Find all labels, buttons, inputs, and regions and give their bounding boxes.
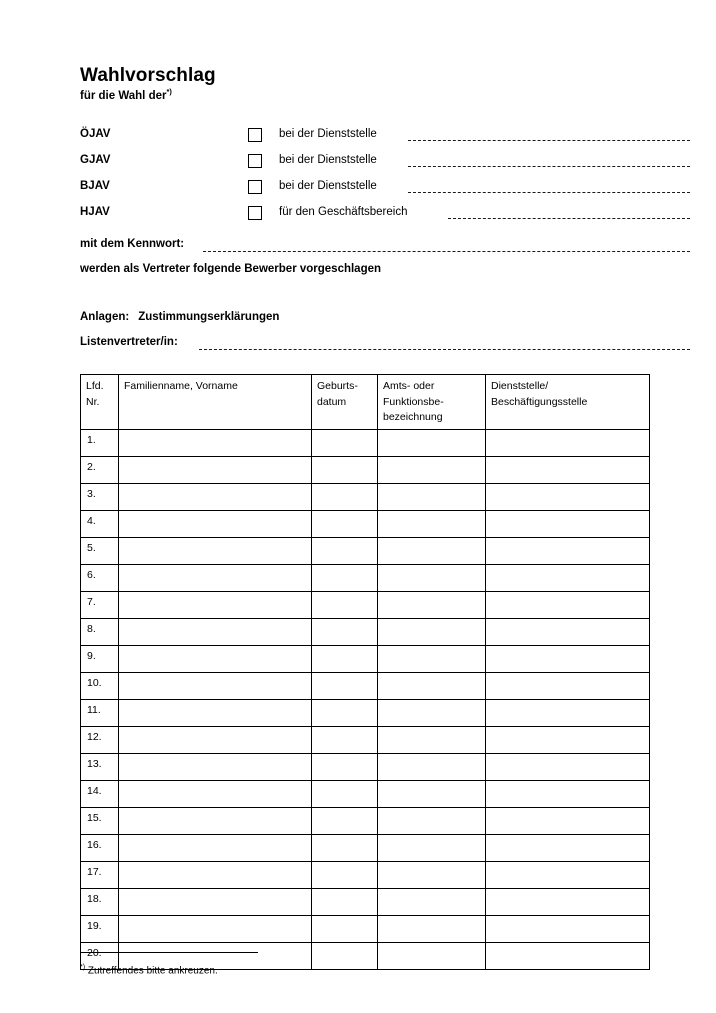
option-label: bei der Dienststelle <box>279 154 377 166</box>
kennwort-input-line[interactable] <box>203 250 690 252</box>
column-header-line: Amts- oder <box>383 380 435 392</box>
cell-name[interactable] <box>119 538 312 565</box>
column-header-line: datum <box>317 395 347 408</box>
cell-name[interactable] <box>119 862 312 889</box>
cell-dst[interactable] <box>486 673 650 700</box>
row-number-cell: 3. <box>81 484 119 511</box>
option-row-hjav <box>80 204 692 230</box>
table-row <box>81 430 650 457</box>
checkbox-hjav[interactable] <box>248 206 262 220</box>
cell-func[interactable] <box>378 808 486 835</box>
column-header-line: bezeichnung <box>383 411 443 423</box>
option-row-gjav <box>80 152 692 178</box>
cell-func[interactable] <box>378 727 486 754</box>
cell-func[interactable] <box>378 619 486 646</box>
row-number-cell: 16. <box>81 835 119 862</box>
cell-dob[interactable] <box>312 943 378 970</box>
cell-dst[interactable] <box>486 754 650 781</box>
option-code: BJAV <box>80 180 110 192</box>
row-number-cell: 13. <box>81 754 119 781</box>
cell-dob[interactable] <box>312 430 378 457</box>
table-row <box>81 862 650 889</box>
option-code: HJAV <box>80 206 110 218</box>
listenvertreter-input-line[interactable] <box>199 348 690 350</box>
cell-dst[interactable] <box>486 538 650 565</box>
subtitle-footnote-marker: *) <box>166 87 172 96</box>
cell-name[interactable] <box>119 754 312 781</box>
anlagen-label: Anlagen: <box>80 311 130 323</box>
column-header-line: Dienststelle/ <box>491 380 549 392</box>
cell-name[interactable] <box>119 430 312 457</box>
table-row <box>81 484 650 511</box>
page-content <box>80 0 692 1013</box>
cell-name[interactable] <box>119 889 312 916</box>
cell-dob[interactable] <box>312 619 378 646</box>
cell-func[interactable] <box>378 781 486 808</box>
cell-func[interactable] <box>378 592 486 619</box>
cell-dst[interactable] <box>486 565 650 592</box>
kennwort-label: mit dem Kennwort: <box>80 238 185 250</box>
cell-name[interactable] <box>119 484 312 511</box>
table-row <box>81 727 650 754</box>
cell-dob[interactable] <box>312 889 378 916</box>
listenvertreter-row <box>80 336 692 354</box>
cell-func[interactable] <box>378 565 486 592</box>
cell-dob[interactable] <box>312 565 378 592</box>
cell-name[interactable] <box>119 646 312 673</box>
table-row <box>81 619 650 646</box>
proposal-statement: werden als Vertreter folgende Bewerber vorgeschlagen <box>80 263 382 275</box>
cell-dob[interactable] <box>312 808 378 835</box>
cell-dst[interactable] <box>486 781 650 808</box>
cell-dst[interactable] <box>486 700 650 727</box>
row-number-cell: 10. <box>81 673 119 700</box>
cell-func[interactable] <box>378 835 486 862</box>
footnote-text: Zutreffendes bitte ankreuzen. <box>87 965 218 977</box>
row-number-cell: 2. <box>81 457 119 484</box>
table-row <box>81 565 650 592</box>
checkbox-bjav[interactable] <box>248 180 262 194</box>
cell-name[interactable] <box>119 619 312 646</box>
table-header-row <box>81 375 650 430</box>
cell-func[interactable] <box>378 646 486 673</box>
row-number-cell: 18. <box>81 889 119 916</box>
column-header-2 <box>312 375 378 430</box>
column-header-line: Beschäftigungsstelle <box>491 395 588 408</box>
anlagen-row <box>80 311 279 323</box>
cell-func[interactable] <box>378 754 486 781</box>
cell-dst[interactable] <box>486 916 650 943</box>
listenvertreter-label: Listenvertreter/in: <box>80 336 178 348</box>
column-header-4 <box>486 375 650 430</box>
cell-dst[interactable] <box>486 808 650 835</box>
column-header-1 <box>119 375 312 430</box>
table-row <box>81 754 650 781</box>
cell-name[interactable] <box>119 916 312 943</box>
cell-dst[interactable] <box>486 484 650 511</box>
table-row <box>81 808 650 835</box>
cell-func[interactable] <box>378 538 486 565</box>
row-number-cell: 6. <box>81 565 119 592</box>
cell-dob[interactable] <box>312 916 378 943</box>
row-number-cell: 4. <box>81 511 119 538</box>
cell-dst[interactable] <box>486 457 650 484</box>
row-number-cell: 9. <box>81 646 119 673</box>
cell-dob[interactable] <box>312 646 378 673</box>
cell-func[interactable] <box>378 700 486 727</box>
row-number-cell: 19. <box>81 916 119 943</box>
option-input-line[interactable] <box>448 217 690 219</box>
row-number-cell: 5. <box>81 538 119 565</box>
cell-dst[interactable] <box>486 889 650 916</box>
cell-dst[interactable] <box>486 727 650 754</box>
row-number-cell: 12. <box>81 727 119 754</box>
cell-func[interactable] <box>378 943 486 970</box>
option-row-bjav <box>80 178 692 204</box>
table-body <box>81 430 650 970</box>
table-row <box>81 916 650 943</box>
column-header-line: Geburts- <box>317 380 358 392</box>
cell-dob[interactable] <box>312 457 378 484</box>
table-header <box>81 375 650 430</box>
cell-func[interactable] <box>378 916 486 943</box>
column-header-0 <box>81 375 119 430</box>
row-number-cell: 11. <box>81 700 119 727</box>
cell-func[interactable] <box>378 862 486 889</box>
checkbox-öjav[interactable] <box>248 128 262 142</box>
option-input-line[interactable] <box>408 165 690 167</box>
cell-dst[interactable] <box>486 592 650 619</box>
anlagen-value: Zustimmungserklärungen <box>138 311 280 323</box>
row-number-cell: 7. <box>81 592 119 619</box>
column-header-3 <box>378 375 486 430</box>
cell-dob[interactable] <box>312 592 378 619</box>
subtitle-text: für die Wahl der <box>80 89 167 102</box>
footnote <box>80 964 218 976</box>
cell-name[interactable] <box>119 565 312 592</box>
option-label: für den Geschäftsbereich <box>279 206 408 218</box>
table-row <box>81 646 650 673</box>
cell-func[interactable] <box>378 457 486 484</box>
cell-dst[interactable] <box>486 943 650 970</box>
row-number-cell: 20. <box>81 943 119 970</box>
row-number-cell: 17. <box>81 862 119 889</box>
cell-func[interactable] <box>378 484 486 511</box>
cell-name[interactable] <box>119 673 312 700</box>
table-row <box>81 673 650 700</box>
cell-name[interactable] <box>119 781 312 808</box>
table-row <box>81 700 650 727</box>
column-header-line: Lfd. <box>86 380 104 392</box>
cell-func[interactable] <box>378 511 486 538</box>
footnote-separator <box>80 952 258 953</box>
table-row <box>81 592 650 619</box>
cell-name[interactable] <box>119 457 312 484</box>
column-header-line: Funktionsbe- <box>383 395 444 408</box>
cell-dob[interactable] <box>312 538 378 565</box>
column-header-line: Familienname, Vorname <box>124 380 238 392</box>
footnote-marker: *) <box>80 964 86 971</box>
cell-dst[interactable] <box>486 646 650 673</box>
cell-dst[interactable] <box>486 619 650 646</box>
table-row <box>81 835 650 862</box>
cell-name[interactable] <box>119 727 312 754</box>
cell-dob[interactable] <box>312 727 378 754</box>
cell-dob[interactable] <box>312 511 378 538</box>
election-type-options <box>80 126 692 230</box>
table-row <box>81 538 650 565</box>
row-number-cell: 1. <box>81 430 119 457</box>
cell-name[interactable] <box>119 808 312 835</box>
candidates-table <box>80 374 650 970</box>
page-title: Wahlvorschlag <box>80 64 216 86</box>
cell-name[interactable] <box>119 592 312 619</box>
table-row <box>81 511 650 538</box>
cell-name[interactable] <box>119 835 312 862</box>
cell-dst[interactable] <box>486 835 650 862</box>
row-number-cell: 8. <box>81 619 119 646</box>
cell-name[interactable] <box>119 511 312 538</box>
cell-dob[interactable] <box>312 700 378 727</box>
checkbox-gjav[interactable] <box>248 154 262 168</box>
cell-dob[interactable] <box>312 673 378 700</box>
cell-name[interactable] <box>119 700 312 727</box>
cell-dob[interactable] <box>312 484 378 511</box>
cell-dst[interactable] <box>486 511 650 538</box>
option-label: bei der Dienststelle <box>279 180 377 192</box>
table-row <box>81 781 650 808</box>
row-number-cell: 15. <box>81 808 119 835</box>
cell-func[interactable] <box>378 673 486 700</box>
cell-dob[interactable] <box>312 835 378 862</box>
option-input-line[interactable] <box>408 139 690 141</box>
document-subtitle <box>80 87 172 104</box>
option-row-öjav <box>80 126 692 152</box>
table-row <box>81 457 650 484</box>
cell-func[interactable] <box>378 430 486 457</box>
option-label: bei der Dienststelle <box>279 128 377 140</box>
option-input-line[interactable] <box>408 191 690 193</box>
kennwort-row <box>80 238 692 256</box>
cell-dst[interactable] <box>486 430 650 457</box>
cell-dob[interactable] <box>312 862 378 889</box>
option-code: ÖJAV <box>80 128 111 140</box>
option-code: GJAV <box>80 154 111 166</box>
row-number-cell: 14. <box>81 781 119 808</box>
cell-dst[interactable] <box>486 862 650 889</box>
cell-func[interactable] <box>378 889 486 916</box>
cell-dob[interactable] <box>312 754 378 781</box>
cell-dob[interactable] <box>312 781 378 808</box>
table-row <box>81 889 650 916</box>
column-header-line: Nr. <box>86 395 100 408</box>
